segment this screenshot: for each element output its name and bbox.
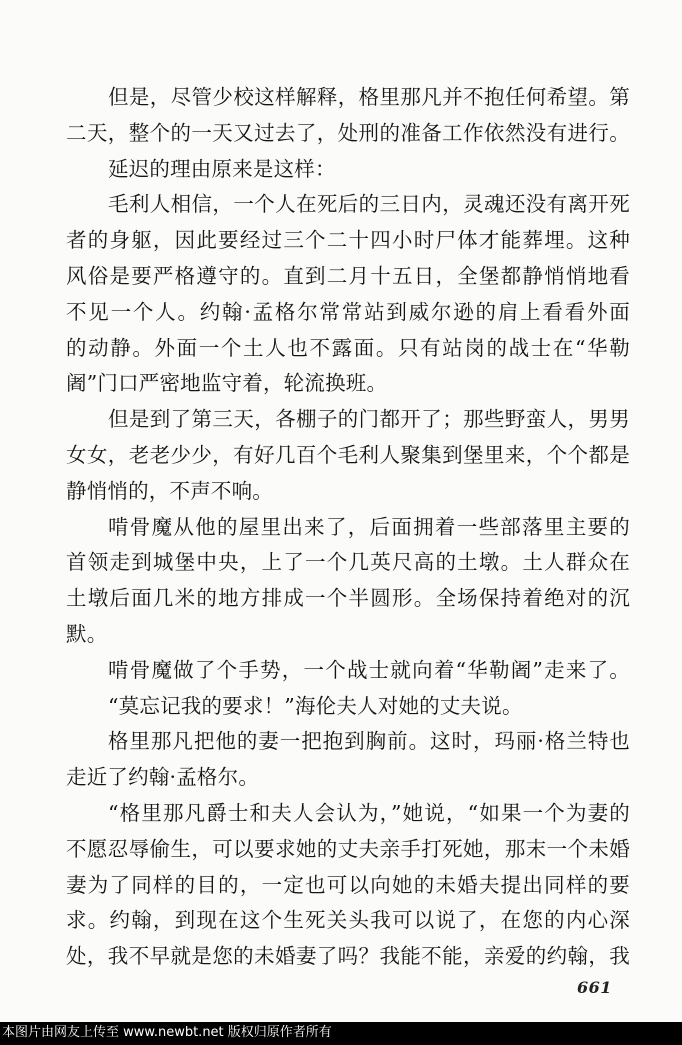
watermark-footer (0, 1022, 682, 1045)
text-line: 默。 (66, 621, 108, 646)
text-line: 静悄悄的，不声不响。 (66, 478, 273, 503)
text-line: 求。约翰，到现在这个生死关头我可以说了，在您的内心深 (66, 908, 630, 933)
text-line: 妻为了同样的目的，一定也可以向她的未婚夫提出同样的要 (66, 872, 630, 897)
text-line: “格里那凡爵士和夫人会认为，”她说，“如果一个为妻的 (108, 800, 630, 825)
text-line: 走近了约翰·孟格尔。 (66, 765, 260, 790)
text-line: 风俗是要严格遵守的。直到二月十五日，全堡都静悄悄地看 (66, 263, 630, 288)
page-number: 661 (577, 978, 612, 997)
text-line: 不见一个人。约翰·孟格尔常常站到威尔逊的肩上看看外面 (66, 299, 630, 324)
text-line: 啃骨魔做了个手势，一个战士就向着“华勒阇”走来了。 (108, 657, 630, 682)
text-line: 处，我不早就是您的未婚妻了吗？我能不能，亲爱的约翰，我 (66, 944, 630, 969)
text-line: 但是，尽管少校这样解释，格里那凡并不抱任何希望。第 (108, 85, 630, 109)
text-line: “莫忘记我的要求！”海伦夫人对她的丈夫说。 (108, 693, 523, 718)
text-line: 不愿忍辱偷生，可以要求她的丈夫亲手打死她，那末一个未婚 (66, 836, 630, 861)
text-line: 女女，老老少少，有好几百个毛利人聚集到堡里来，个个都是 (66, 442, 630, 467)
text-line: 阇”门口严密地监守着，轮流换班。 (66, 371, 388, 396)
text-line: 但是到了第三天，各棚子的门都开了；那些野蛮人，男男 (108, 407, 630, 432)
text-line: 首领走到城堡中央，上了一个几英尺高的土墩。土人群众在 (66, 550, 630, 575)
text-line: 土墩后面几米的地方排成一个半圆形。全场保持着绝对的沉 (66, 586, 630, 611)
text-line: 延迟的理由原来是这样： (108, 156, 336, 181)
text-line: 格里那凡把他的妻一把抱到胸前。这时，玛丽·格兰特也 (108, 729, 630, 754)
body-text (66, 80, 630, 975)
text-line: 二天，整个的一天又过去了，处刑的准备工作依然没有进行。 (66, 120, 630, 145)
text-line: 者的身躯，因此要经过三个二十四小时尸体才能葬埋。这种 (66, 228, 630, 253)
text-line: 的动静。外面一个土人也不露面。只有站岗的战士在“华勒 (66, 335, 630, 360)
text-line: 毛利人相信，一个人在死后的三日内，灵魂还没有离开死 (108, 192, 630, 217)
watermark-text: 本图片由网友上传至 www.newbt.net 版权归原作者所有 (2, 1025, 332, 1040)
text-line: 啃骨魔从他的屋里出来了，后面拥着一些部落里主要的 (108, 514, 630, 539)
